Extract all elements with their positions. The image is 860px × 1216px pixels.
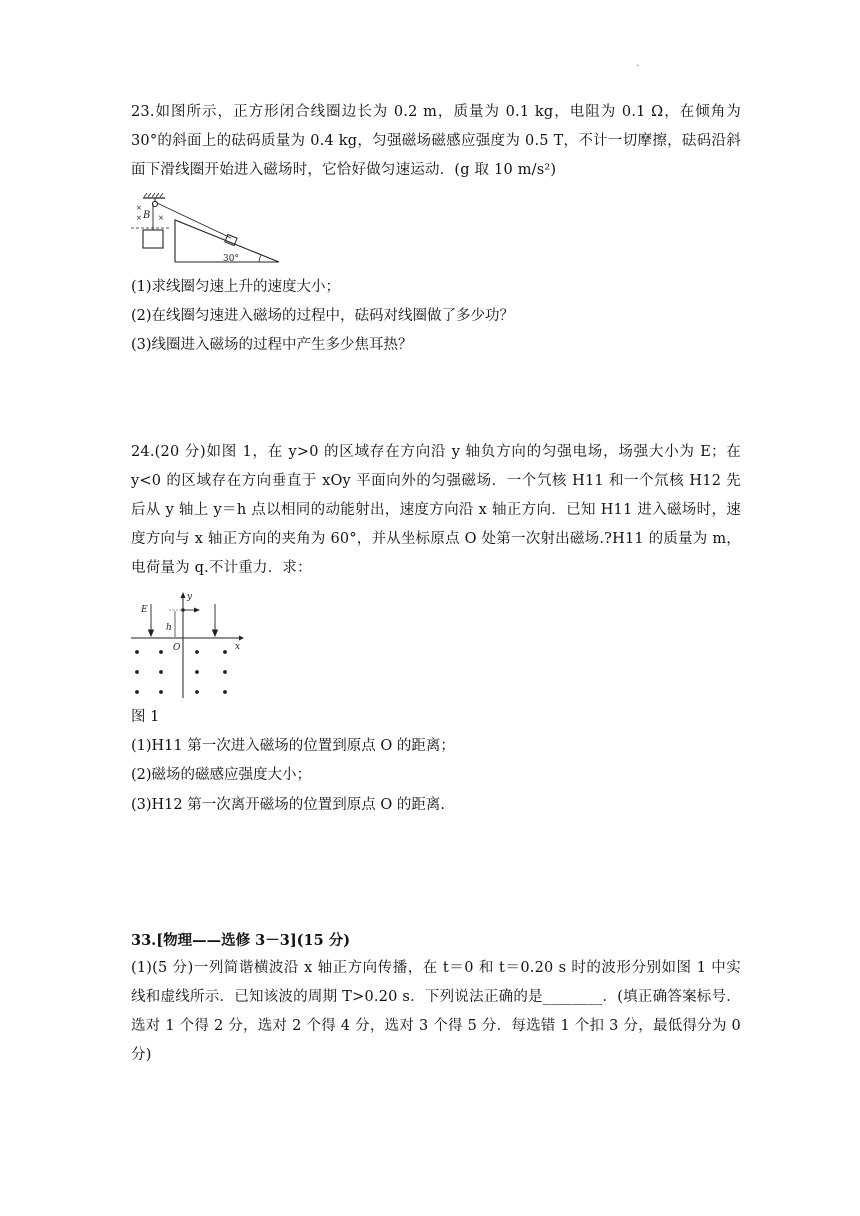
q23-stem: 23.如图所示，正方形闭合线圈边长为 0.2 m，质量为 0.1 kg，电阻为 0.1 Ω，在倾角为 30°的斜面上的砝码质量为 0.4 kg，匀强磁场磁感应强度为 0.5 T，不计一切摩擦，砝码沿斜面下滑线圈开始进入磁场时，它恰好做匀速运动．(g 取 10 m/s²) — [131, 104, 741, 178]
q24-label-h: h — [166, 623, 172, 633]
svg-text:×: × — [136, 214, 142, 222]
q23-part-1: (1)求线圈匀速上升的速度大小； — [131, 279, 341, 295]
q23-figure — [131, 192, 281, 264]
q24-figure-caption: 图 1 — [131, 709, 160, 725]
q23-part-2: (2)在线圈匀速进入磁场的过程中，砝码对线圈做了多少功？ — [131, 308, 515, 324]
q24-label-y: y — [187, 592, 193, 602]
svg-text:×: × — [158, 214, 164, 222]
q33-heading: 33.[物理——选修 3－3](15 分) — [131, 932, 351, 949]
q24-part-3: (3)H12 第一次离开磁场的位置到原点 O 的距离. — [131, 797, 445, 813]
header-mark: . — [636, 58, 640, 69]
q23-part-3: (3)线圈进入磁场的过程中产生多少焦耳热？ — [131, 337, 413, 353]
q24-label-e: E — [141, 605, 148, 615]
q23-label-angle: 30° — [223, 254, 239, 264]
svg-text:×: × — [136, 204, 142, 212]
q24-part-1: (1)H11 第一次进入磁场的位置到原点 O 的距离； — [131, 738, 455, 754]
q24-label-x: x — [235, 642, 241, 652]
q33-stem: (1)(5 分)一列简谐横波沿 x 轴正方向传播，在 t＝0 和 t＝0.20 s 时的波形分别如图 1 中实线和虚线所示．已知该波的周期 T>0.20 s．下列说法正确的是________．(填正确答案标号．选对 1 个得 2 分，选对 2 个得 4 分，选对 3 个得 5 分．每选错 1 个扣 3 分，最低得分为 0 分) — [131, 960, 741, 1063]
q24-part-2: (2)磁场的磁感应强度大小； — [131, 767, 312, 783]
q23-label-b: B — [143, 210, 151, 221]
q24-label-o: O — [173, 643, 181, 653]
q24-figure — [131, 590, 246, 700]
q24-stem: 24.(20 分)如图 1，在 y>0 的区域存在方向沿 y 轴负方向的匀强电场，场强大小为 E；在 y<0 的区域存在方向垂直于 xOy 平面向外的匀强磁场．一个氕核 H11 和一个氘核 H12 先后从 y 轴上 y＝h 点以相同的动能射出，速度方向沿 x 轴正方向．已知 H11 进入磁场时，速度方向与 x 轴正方向的夹角为 60°，并从坐标原点 O 处第一次射出磁场.?H11 的质量为 m，电荷量为 q.不计重力．求： — [131, 444, 741, 576]
